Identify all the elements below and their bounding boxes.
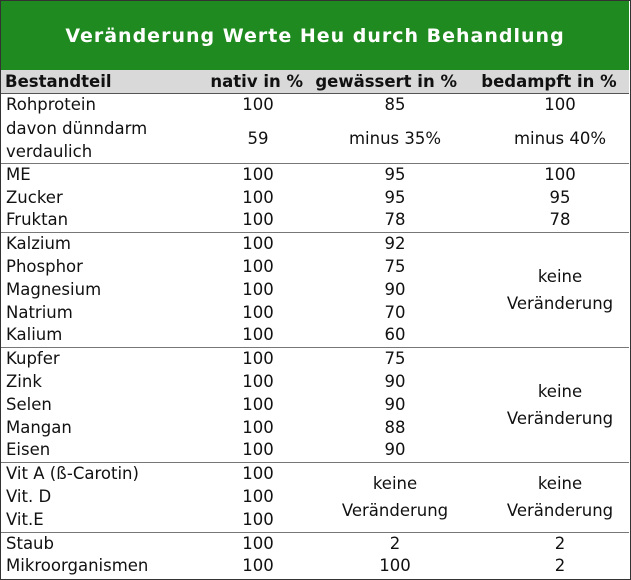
cell-gewaessert: 90 <box>384 394 406 414</box>
cell-bedampft: 2 <box>554 556 566 576</box>
cell-name: Vit. D <box>6 486 52 506</box>
cell-bedampft: 78 <box>549 210 571 230</box>
cell-nativ: 59 <box>247 129 269 149</box>
header-bedampft: bedampft in % <box>469 70 629 94</box>
table-row <box>1 187 629 210</box>
table-row <box>1 233 629 256</box>
cell-nativ: 100 <box>242 279 274 299</box>
cell-name: Mangan <box>6 417 72 437</box>
cell-gewaessert: 88 <box>384 417 406 437</box>
cell-nativ: 100 <box>242 210 274 230</box>
header-row <box>1 70 629 94</box>
cell-nativ: 100 <box>242 440 274 460</box>
cell-name: Magnesium <box>6 279 102 299</box>
cell-nativ: 100 <box>189 163 309 186</box>
cell-bedampft: 2 <box>469 532 629 555</box>
cell-gewaessert-merged: keine Veränderung <box>309 463 469 532</box>
table-row <box>1 163 629 186</box>
title-bar <box>1 1 629 70</box>
table-row <box>1 209 629 232</box>
cell-name: Vit A (ß-Carotin) <box>1 463 189 486</box>
table-row <box>1 94 629 117</box>
cell-gewaessert: 75 <box>309 348 469 371</box>
cell-name: Staub <box>1 532 189 555</box>
cell-gewaessert: 2 <box>309 532 469 555</box>
cell-gewaessert: 90 <box>384 279 406 299</box>
cell-gewaessert: minus 35% <box>348 129 442 149</box>
table-row <box>1 463 629 486</box>
cell-nativ: 100 <box>189 233 309 256</box>
table-row <box>1 532 629 555</box>
cell-name: Phosphor <box>6 256 83 276</box>
header-bestandteil: Bestandteil <box>1 70 189 94</box>
cell-nativ: 100 <box>189 348 309 371</box>
cell-nativ: 100 <box>189 532 309 555</box>
cell-bedampft-merged: keine Veränderung <box>469 463 629 532</box>
cell-gewaessert: 90 <box>384 371 406 391</box>
cell-name: Natrium <box>6 302 73 322</box>
cell-gewaessert: 70 <box>384 302 406 322</box>
table-row <box>1 117 629 164</box>
header-nativ: nativ in % <box>189 70 309 94</box>
cell-name: Rohprotein <box>6 95 96 114</box>
header-gewaessert: gewässert in % <box>309 70 469 94</box>
cell-name: Eisen <box>6 440 51 460</box>
cell-bedampft: 95 <box>549 187 571 207</box>
cell-name: Kupfer <box>1 348 189 371</box>
cell-gewaessert: 85 <box>384 95 406 114</box>
cell-gewaessert: 95 <box>309 163 469 186</box>
table-title: Veränderung Werte Heu durch Behandlung <box>65 24 565 47</box>
table-row <box>1 348 629 371</box>
cell-nativ: 100 <box>242 371 274 391</box>
cell-nativ: 100 <box>242 187 274 207</box>
cell-gewaessert: 90 <box>384 440 406 460</box>
cell-name: Selen <box>6 394 52 414</box>
cell-nativ: 100 <box>242 394 274 414</box>
table-row <box>1 555 629 578</box>
cell-bedampft: 100 <box>544 95 576 114</box>
cell-nativ: 100 <box>242 509 274 529</box>
hay-values-table <box>1 70 629 578</box>
cell-nativ: 100 <box>242 486 274 506</box>
cell-nativ: 100 <box>242 256 274 276</box>
cell-name: Kalium <box>6 325 63 345</box>
cell-bedampft: minus 40% <box>513 129 607 149</box>
cell-name: davon dünndarm verdaulich <box>6 118 148 161</box>
cell-gewaessert: 92 <box>309 233 469 256</box>
cell-nativ: 100 <box>189 463 309 486</box>
cell-gewaessert: 75 <box>384 256 406 276</box>
cell-gewaessert: 95 <box>384 187 406 207</box>
cell-name: Zucker <box>6 187 63 207</box>
cell-nativ: 100 <box>242 417 274 437</box>
cell-bedampft: 100 <box>469 163 629 186</box>
cell-gewaessert: 100 <box>379 556 411 576</box>
cell-name: ME <box>1 163 189 186</box>
cell-bedampft-merged: keine Veränderung <box>469 233 629 348</box>
cell-name: Fruktan <box>6 210 69 230</box>
cell-nativ: 100 <box>242 95 274 114</box>
cell-nativ: 100 <box>242 556 274 576</box>
cell-nativ: 100 <box>242 302 274 322</box>
cell-gewaessert: 60 <box>384 325 406 345</box>
cell-bedampft-merged: keine Veränderung <box>469 348 629 463</box>
cell-name: Mikroorganismen <box>6 556 149 576</box>
cell-name: Kalzium <box>1 233 189 256</box>
cell-gewaessert: 78 <box>384 210 406 230</box>
cell-nativ: 100 <box>242 325 274 345</box>
cell-name: Vit.E <box>6 509 44 529</box>
cell-name: Zink <box>6 371 42 391</box>
